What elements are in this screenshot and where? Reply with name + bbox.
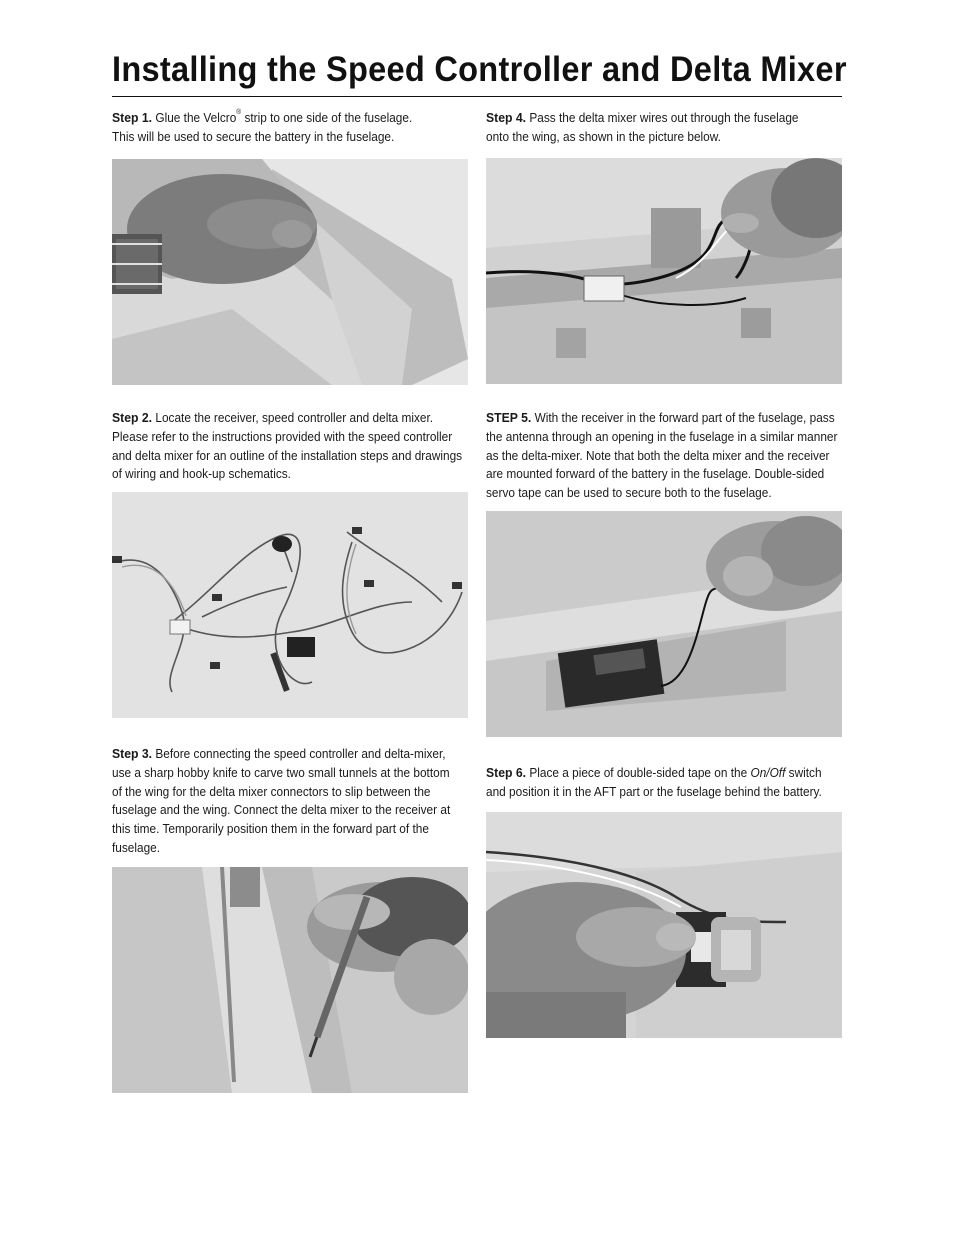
- step-3-body: Before connecting the speed controller and delta-mixer, use a sharp hobby knife to carve two small tunnels at the bottom of the wing for the delta mixer connectors to slip between the fuselage and the wing. Connect the delta mixer to the receiver at this time. Temporarily position them in the forward part of the fuselage.: [112, 747, 451, 855]
- step-1-label: Step 1.: [112, 110, 153, 125]
- step-2-text: [112, 409, 469, 484]
- step-1-photo: [112, 159, 468, 385]
- step-4-text: [486, 109, 817, 147]
- step-2-label: Step 2.: [112, 410, 153, 425]
- step-4-label: Step 4.: [486, 110, 527, 125]
- step-6-body-b: switch and position it in the AFT part or the fuselage behind the battery.: [486, 766, 822, 799]
- step-4-body: Pass the delta mixer wires out through the fuselage onto the wing, as shown in the picture below.: [486, 111, 799, 144]
- step-1-body-line2: This will be used to secure the battery in the fuselage.: [112, 129, 395, 144]
- step-1-body-b: strip to one side of the fuselage.: [241, 111, 413, 125]
- step-5-photo: [486, 511, 842, 737]
- step-1-body-a: Glue the Velcro: [155, 111, 237, 125]
- step-5-body: With the receiver in the forward part of the fuselage, pass the antenna through an opening in the fuselage in a similar manner as the delta-mixer. Note that both the delta mixer and the receiver are mounted forward of the battery in the fuselage. Double-sided servo tape can be used to secure both to the fuselage.: [486, 411, 838, 501]
- step-6-label: Step 6.: [486, 765, 527, 780]
- page-title: Installing the Speed Controller and Delta Mixer: [112, 50, 847, 89]
- step-1-text: [112, 109, 427, 147]
- registered-mark: ®: [236, 109, 242, 116]
- on-off-italic: On/Off: [750, 766, 786, 780]
- step-4-photo: [486, 158, 842, 384]
- step-5-label: STEP 5.: [486, 410, 532, 425]
- step-3-label: Step 3.: [112, 746, 153, 761]
- step-6-body-a: Place a piece of double-sided tape on the: [529, 766, 751, 780]
- step-2-photo: [112, 492, 468, 718]
- step-2-body: Locate the receiver, speed controller and delta mixer. Please refer to the instructions provided with the speed controller and delta mixer for an outline of the installation steps and drawings of wiring and hook-up schematics.: [112, 411, 463, 482]
- step-3-photo: [112, 867, 468, 1093]
- step-3-text: [112, 745, 462, 858]
- step-5-text: [486, 409, 841, 503]
- step-6-photo: [486, 812, 842, 1038]
- title-rule: [112, 96, 842, 97]
- step-6-text: [486, 764, 841, 802]
